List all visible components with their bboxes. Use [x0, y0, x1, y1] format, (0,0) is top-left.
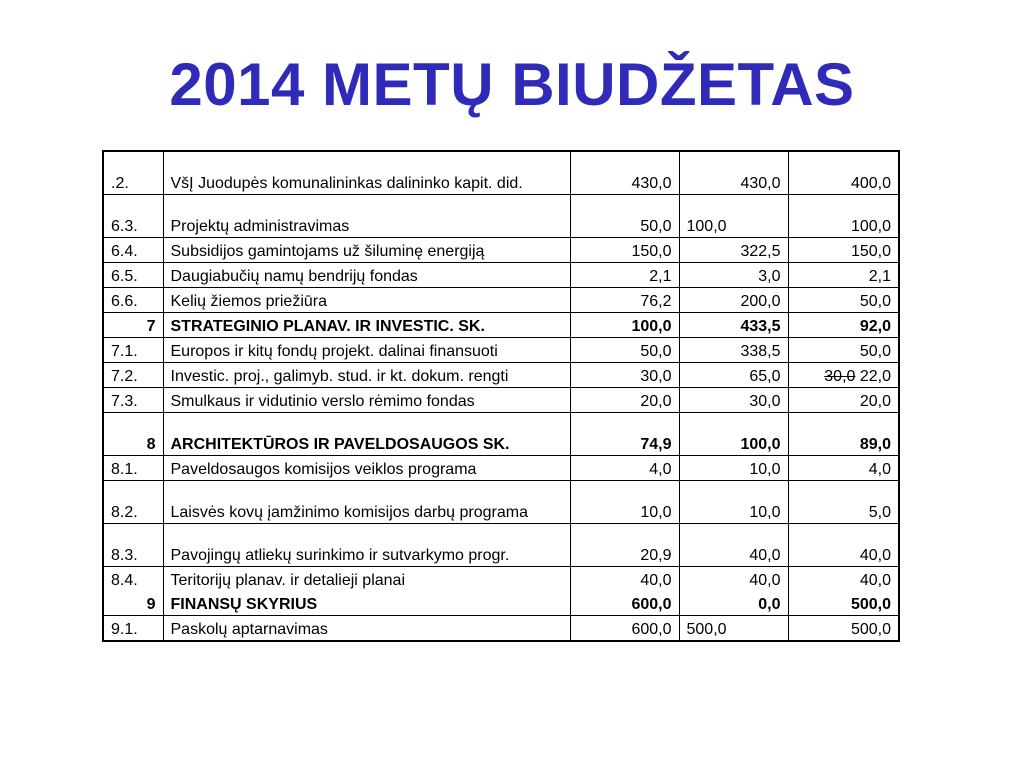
section-row	[103, 413, 899, 456]
row-value-3: 500,0	[788, 591, 899, 616]
row-code: 8	[103, 413, 163, 456]
row-value-2: 40,0	[679, 524, 788, 567]
row-value-3: 400,0	[788, 151, 899, 195]
row-name: Teritorijų planav. ir detalieji planai	[163, 567, 570, 592]
row-value-3: 50,0	[788, 288, 899, 313]
row-name: Daugiabučių namų bendrijų fondas	[163, 263, 570, 288]
budget-table	[102, 150, 900, 642]
row-value-1: 2,1	[570, 263, 679, 288]
table-row	[103, 524, 899, 567]
row-value-2: 0,0	[679, 591, 788, 616]
table-row	[103, 481, 899, 524]
row-value-2: 200,0	[679, 288, 788, 313]
row-value-1: 4,0	[570, 456, 679, 481]
row-value-1: 50,0	[570, 338, 679, 363]
row-value-3: 4,0	[788, 456, 899, 481]
row-value-3: 89,0	[788, 413, 899, 456]
row-code: 6.3.	[103, 195, 163, 238]
row-value-3: 500,0	[788, 616, 899, 642]
row-name: STRATEGINIO PLANAV. IR INVESTIC. SK.	[163, 313, 570, 338]
row-value-2: 40,0	[679, 567, 788, 592]
table-row	[103, 151, 899, 195]
row-name: Paveldosaugos komisijos veiklos programa	[163, 456, 570, 481]
row-value-2: 100,0	[679, 195, 788, 238]
row-code: 7.2.	[103, 363, 163, 388]
row-value-2: 100,0	[679, 413, 788, 456]
row-value-2: 10,0	[679, 481, 788, 524]
row-value-3: 40,0	[788, 567, 899, 592]
row-value-1: 600,0	[570, 591, 679, 616]
row-code: 9	[103, 591, 163, 616]
row-value-3-cell	[788, 363, 899, 388]
row-name: Investic. proj., galimyb. stud. ir kt. dokum. rengti	[163, 363, 570, 388]
row-value-2: 65,0	[679, 363, 788, 388]
row-value-2: 338,5	[679, 338, 788, 363]
row-value-1: 20,0	[570, 388, 679, 413]
row-name: Europos ir kitų fondų projekt. dalinai finansuoti	[163, 338, 570, 363]
row-value-1: 150,0	[570, 238, 679, 263]
section-row	[103, 313, 899, 338]
row-name: Pavojingų atliekų surinkimo ir sutvarkymo progr.	[163, 524, 570, 567]
table-row	[103, 388, 899, 413]
row-value-1: 74,9	[570, 413, 679, 456]
row-value-1: 20,9	[570, 524, 679, 567]
row-code: .2.	[103, 151, 163, 195]
table-row	[103, 263, 899, 288]
row-value-1: 30,0	[570, 363, 679, 388]
row-code: 9.1.	[103, 616, 163, 642]
row-name: Kelių žiemos priežiūra	[163, 288, 570, 313]
row-name: Subsidijos gamintojams už šiluminę energiją	[163, 238, 570, 263]
row-name: Smulkaus ir vidutinio verslo rėmimo fondas	[163, 388, 570, 413]
row-code: 8.2.	[103, 481, 163, 524]
row-value-2: 10,0	[679, 456, 788, 481]
row-value-2: 430,0	[679, 151, 788, 195]
row-value-1: 600,0	[570, 616, 679, 642]
row-value-3: 5,0	[788, 481, 899, 524]
row-code: 6.5.	[103, 263, 163, 288]
row-code: 7.1.	[103, 338, 163, 363]
row-value-2: 500,0	[679, 616, 788, 642]
row-value-2: 433,5	[679, 313, 788, 338]
row-code: 6.4.	[103, 238, 163, 263]
table-row	[103, 616, 899, 642]
row-value-3: 92,0	[788, 313, 899, 338]
section-row	[103, 591, 899, 616]
row-value-1: 40,0	[570, 567, 679, 592]
row-value-2: 30,0	[679, 388, 788, 413]
row-name: Paskolų aptarnavimas	[163, 616, 570, 642]
row-name: Projektų administravimas	[163, 195, 570, 238]
table-row	[103, 363, 899, 388]
row-code: 6.6.	[103, 288, 163, 313]
table-row	[103, 338, 899, 363]
table-row	[103, 195, 899, 238]
row-value-1: 50,0	[570, 195, 679, 238]
row-code: 8.3.	[103, 524, 163, 567]
row-value-1: 76,2	[570, 288, 679, 313]
table-row	[103, 288, 899, 313]
row-name: Laisvės kovų įamžinimo komisijos darbų programa	[163, 481, 570, 524]
row-value-3: 22,0	[859, 368, 891, 385]
row-value-3: 150,0	[788, 238, 899, 263]
row-code: 7	[103, 313, 163, 338]
row-code: 8.1.	[103, 456, 163, 481]
row-value-3: 40,0	[788, 524, 899, 567]
table-row	[103, 238, 899, 263]
row-value-3: 2,1	[788, 263, 899, 288]
row-value-2: 3,0	[679, 263, 788, 288]
row-value-1: 100,0	[570, 313, 679, 338]
table-row	[103, 567, 899, 592]
row-name: ARCHITEKTŪROS IR PAVELDOSAUGOS SK.	[163, 413, 570, 456]
row-value-2: 322,5	[679, 238, 788, 263]
row-name: VšĮ Juodupės komunalininkas dalininko kapit. did.	[163, 151, 570, 195]
row-name: FINANSŲ SKYRIUS	[163, 591, 570, 616]
row-value-3: 100,0	[788, 195, 899, 238]
slide-title: 2014 METŲ BIUDŽETAS	[169, 51, 855, 118]
row-value-3: 20,0	[788, 388, 899, 413]
table-row	[103, 456, 899, 481]
row-value-1: 430,0	[570, 151, 679, 195]
row-value-3: 50,0	[788, 338, 899, 363]
row-code: 8.4.	[103, 567, 163, 592]
row-code: 7.3.	[103, 388, 163, 413]
row-value-1: 10,0	[570, 481, 679, 524]
struck-value: 30,0	[824, 368, 856, 385]
